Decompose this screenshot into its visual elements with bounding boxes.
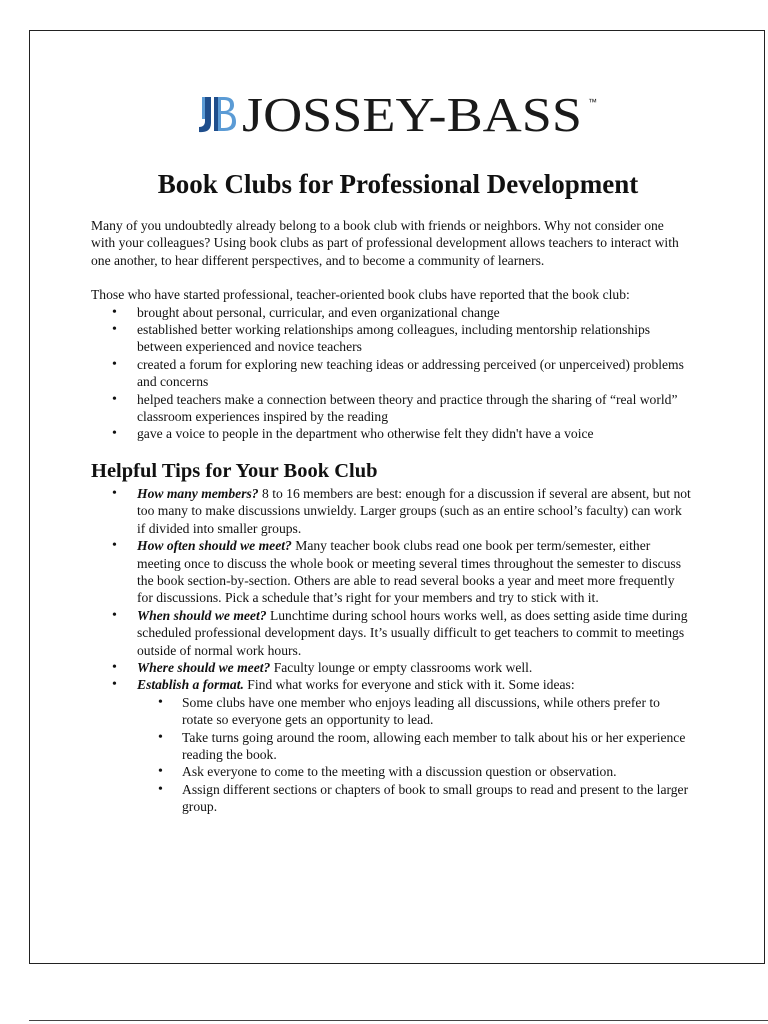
format-ideas-list — [137, 694, 691, 816]
list-item: • Ask everyone to come to the meeting with a discussion question or observation. — [137, 763, 691, 780]
tip-text: Find what works for everyone and stick with it. Some ideas: — [243, 677, 575, 693]
intro-paragraph: Those who have started professional, teacher-oriented book clubs have reported that the book club: — [91, 287, 630, 303]
document-page — [29, 30, 765, 964]
list-item: • brought about personal, curricular, and even organizational change — [91, 304, 691, 321]
tip-question: Where should we meet? — [137, 659, 271, 675]
jossey-bass-logo-image — [196, 85, 616, 145]
tips-list — [91, 485, 691, 816]
list-item: • created a forum for exploring new teaching ideas or addressing perceived (or unperceived) problems and concerns — [91, 356, 691, 391]
tip-item — [91, 607, 691, 659]
tip-question: Establish a format. — [137, 677, 244, 693]
list-item: • Assign different sections or chapters of book to small groups to read and present to the larger group. — [137, 781, 691, 816]
tip-item — [91, 659, 691, 676]
tip-question: How often should we meet? — [137, 538, 292, 554]
list-item: • Take turns going around the room, allowing each member to talk about his or her experience reading the book. — [137, 729, 691, 764]
tip-text: Faculty lounge or empty classrooms work well. — [270, 659, 533, 675]
svg-text:JOSSEY-BASS: JOSSEY-BASS — [242, 87, 582, 142]
tip-item — [91, 676, 691, 815]
benefits-list — [91, 304, 691, 443]
tip-text: Lunchtime during school hours works well, as does setting aside time during scheduled professional development days. It’s usually difficult to get teachers to commit to meetings outside of normal work hours. — [137, 607, 688, 658]
tip-item — [91, 537, 691, 607]
svg-text:™: ™ — [588, 97, 597, 107]
list-item: • established better working relationships among colleagues, including mentorship relationships between experienced and novice teachers — [91, 321, 691, 356]
list-item: • gave a voice to people in the department who otherwise felt they didn't have a voice — [91, 425, 691, 442]
document-body — [91, 217, 691, 816]
document-title: Book Clubs for Professional Development — [157, 169, 639, 199]
tip-item — [91, 485, 691, 537]
intro-paragraph: Many of you undoubtedly already belong to a book club with friends or neighbors. Why not consider one with your colleagues? Using book clubs as part of professional development allows teachers to interact with one another, to hear different perspectives, and to become a community of learners. — [91, 218, 679, 268]
tips-heading: Helpful Tips for Your Book Club — [91, 459, 378, 482]
tip-question: How many members? — [137, 485, 259, 501]
page-divider — [29, 1020, 768, 1021]
jossey-bass-logo — [196, 85, 616, 145]
tip-text: 8 to 16 members are best: enough for a discussion if several are absent, but not too many to make discussions unwieldy. Larger groups (such as an entire school’s faculty) can work if divided into smaller groups. — [137, 485, 691, 536]
list-item: • Some clubs have one member who enjoys leading all discussions, while others prefer to rotate so everyone gets an opportunity to lead. — [137, 694, 691, 729]
tip-question: When should we meet? — [137, 607, 267, 623]
tip-text: Many teacher book clubs read one book per term/semester, either meeting once to discuss the whole book or meeting several times throughout the semester to discuss the book section-by-section. Others are able to read several books a year and meet more frequently for discussions. Pick a schedule that’s right for your members and try to stick with it. — [137, 538, 682, 606]
list-item: • helped teachers make a connection between theory and practice through the sharing of “real world” classroom experiences inspired by the reading — [91, 391, 691, 426]
